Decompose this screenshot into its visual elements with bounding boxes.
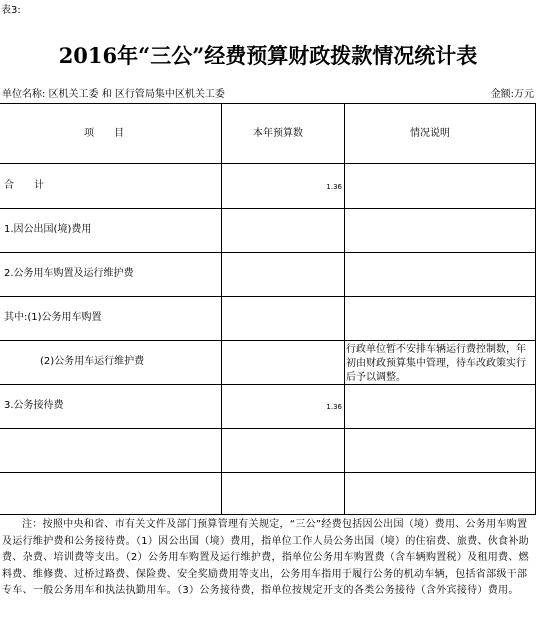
table-label: 表3: [1,5,21,16]
unit-name: 单位名称: 区机关工委 和 区行管局集中区机关工委 [2,89,225,100]
row-item-total: 合 计 [4,180,44,191]
row-item-vehicle-purchase: 其中:(1)公务用车购置 [4,312,102,323]
row-item-vehicle: 2.公务用车购置及运行维护费 [4,268,134,279]
row-item-overseas: 1.因公出国(境)费用 [4,224,92,235]
row-item-reception: 3.公务接待费 [4,400,64,411]
header-item: 项 目 [84,128,124,139]
row-budget-reception: 1.36 [326,403,342,411]
footnote: 注：按照中央和省、市有关文件及部门预算管理有关规定，“三公”经费包括因公出国（境）费用、公务用车购置及运行维护费和公务接待费。（1）因公出国（境）费用，指单位工作人员公务出国（境）的住宿费、旅费、伙食补助费、杂费、培训费等支出。（2）公务用车购置及运行维护费，指单位公务用车购置费（含车辆购置税）及租用费、燃料费、维修费、过桥过路费、保险费、安全奖励费用等支出，公务用车指用于履行公务的机动车辆，包括省部级干部专车、一般公务用车和执法执勤用车。（3）公务接待费，指单位按规定开支的各类公务接待（含外宾接待）费用。 [2,519,529,596]
header-explanation: 情况说明 [410,128,450,139]
page-title: 2016年“三公”经费预算财政拨款情况统计表 [58,43,478,68]
row-explanation-vehicle-maintenance: 行政单位暂不安排车辆运行费控制数，年初由财政预算集中管理，待车改政策实行后予以调整。 [346,344,526,383]
header-budget: 本年预算数 [253,128,303,139]
row-budget-total: 1.36 [326,183,342,191]
row-item-vehicle-maintenance: (2)公务用车运行维护费 [40,356,145,367]
amount-unit: 金额:万元 [490,89,534,100]
